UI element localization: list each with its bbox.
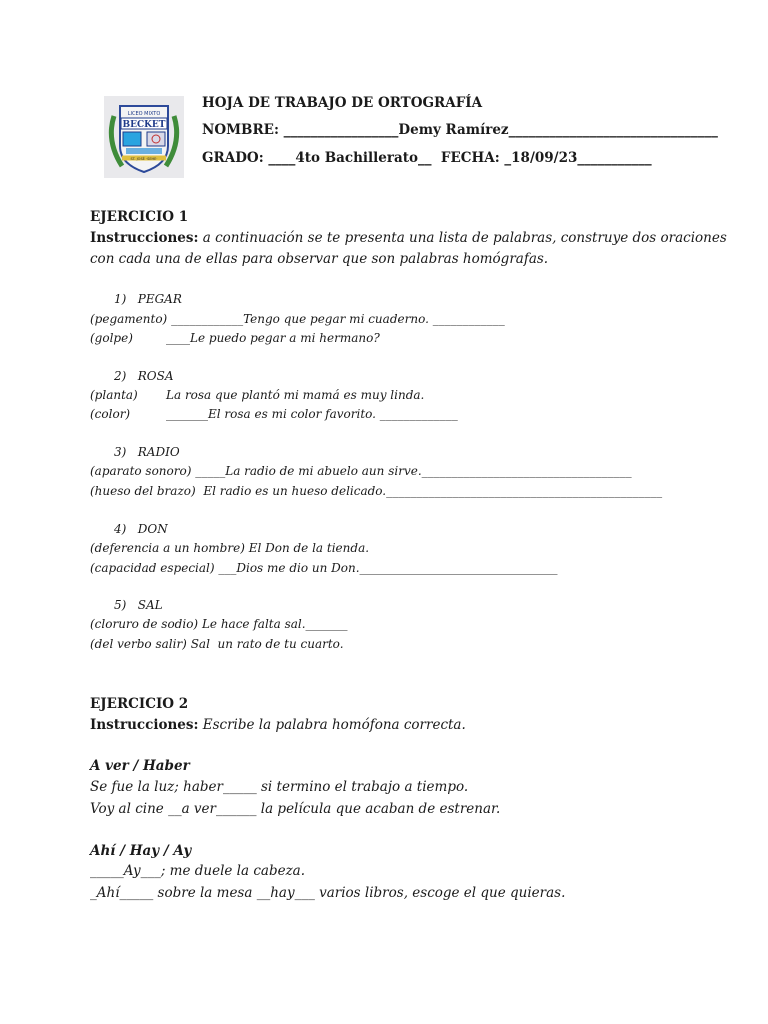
- exercise-1-title: EJERCICIO 1: [90, 209, 189, 225]
- item-heading: 4) DON: [114, 522, 168, 536]
- item-line: (pegamento) ____________Tengo que pegar mi cuaderno. ____________: [90, 312, 505, 326]
- instructions-text: Escribe la palabra homófona correcta.: [198, 717, 466, 733]
- item-line: (capacidad especial) ___Dios me dio un Don._________________________________: [90, 561, 558, 575]
- logo-name: BECKET: [122, 120, 166, 130]
- exercise-1-instructions: [90, 230, 727, 246]
- homophone-pair: A ver / Haber: [90, 758, 190, 774]
- exercise-2-instructions: [90, 717, 466, 733]
- school-logo: [104, 96, 184, 178]
- exercise-1-instructions-cont: con cada una de ellas para observar que son palabras homógrafas.: [90, 251, 549, 267]
- logo-top-text: LICEO MIXTO: [127, 111, 161, 117]
- exercise-sentence: _____Ay___; me duele la cabeza.: [90, 863, 306, 879]
- item-line: (color) _______El rosa es mi color favorito. _____________: [90, 407, 458, 421]
- item-line: (hueso del brazo) El radio es un hueso delicado.______________________________________________: [90, 484, 663, 498]
- item-heading: 5) SAL: [114, 598, 163, 612]
- homophone-pair: Ahí / Hay / Ay: [90, 843, 192, 859]
- exercise-2-title: EJERCICIO 2: [90, 696, 189, 712]
- item-line: (planta) La rosa que plantó mi mamá es muy linda.: [90, 388, 425, 402]
- item-heading: 2) ROSA: [114, 369, 174, 383]
- item-heading: 1) PEGAR: [114, 292, 182, 306]
- exercise-sentence: Voy al cine __a ver______ la película que acaban de estrenar.: [90, 801, 501, 817]
- item-line: (golpe) ____Le puedo pegar a mi hermano?: [90, 331, 380, 345]
- instructions-label: Instrucciones:: [90, 717, 199, 733]
- item-line: (deferencia a un hombre) El Don de la tienda.: [90, 541, 370, 555]
- item-line: (cloruro de sodio) Le hace falta sal._______: [90, 617, 348, 631]
- grade-date-line: GRADO: ____4to Bachillerato__ FECHA: _18/09/23___________: [202, 150, 652, 166]
- instructions-text: a continuación se te presenta una lista de palabras, construye dos oraciones: [198, 230, 727, 246]
- logo-motto: ST. JOSÉ ·SEHE·: [130, 157, 158, 161]
- exercise-sentence: Se fue la luz; haber_____ si termino el trabajo a tiempo.: [90, 779, 469, 795]
- worksheet-title: HOJA DE TRABAJO DE ORTOGRAFÍA: [202, 95, 483, 111]
- exercise-sentence: _Ahí_____ sobre la mesa __hay___ varios libros, escoge el que quieras.: [90, 885, 566, 901]
- item-line: (aparato sonoro) _____La radio de mi abuelo aun sirve.___________________________________: [90, 464, 632, 478]
- item-heading: 3) RADIO: [114, 445, 180, 459]
- name-line: NOMBRE: _________________Demy Ramírez_______________________________: [202, 122, 718, 138]
- instructions-label: Instrucciones:: [90, 230, 199, 246]
- item-line: (del verbo salir) Sal un rato de tu cuarto.: [90, 637, 344, 651]
